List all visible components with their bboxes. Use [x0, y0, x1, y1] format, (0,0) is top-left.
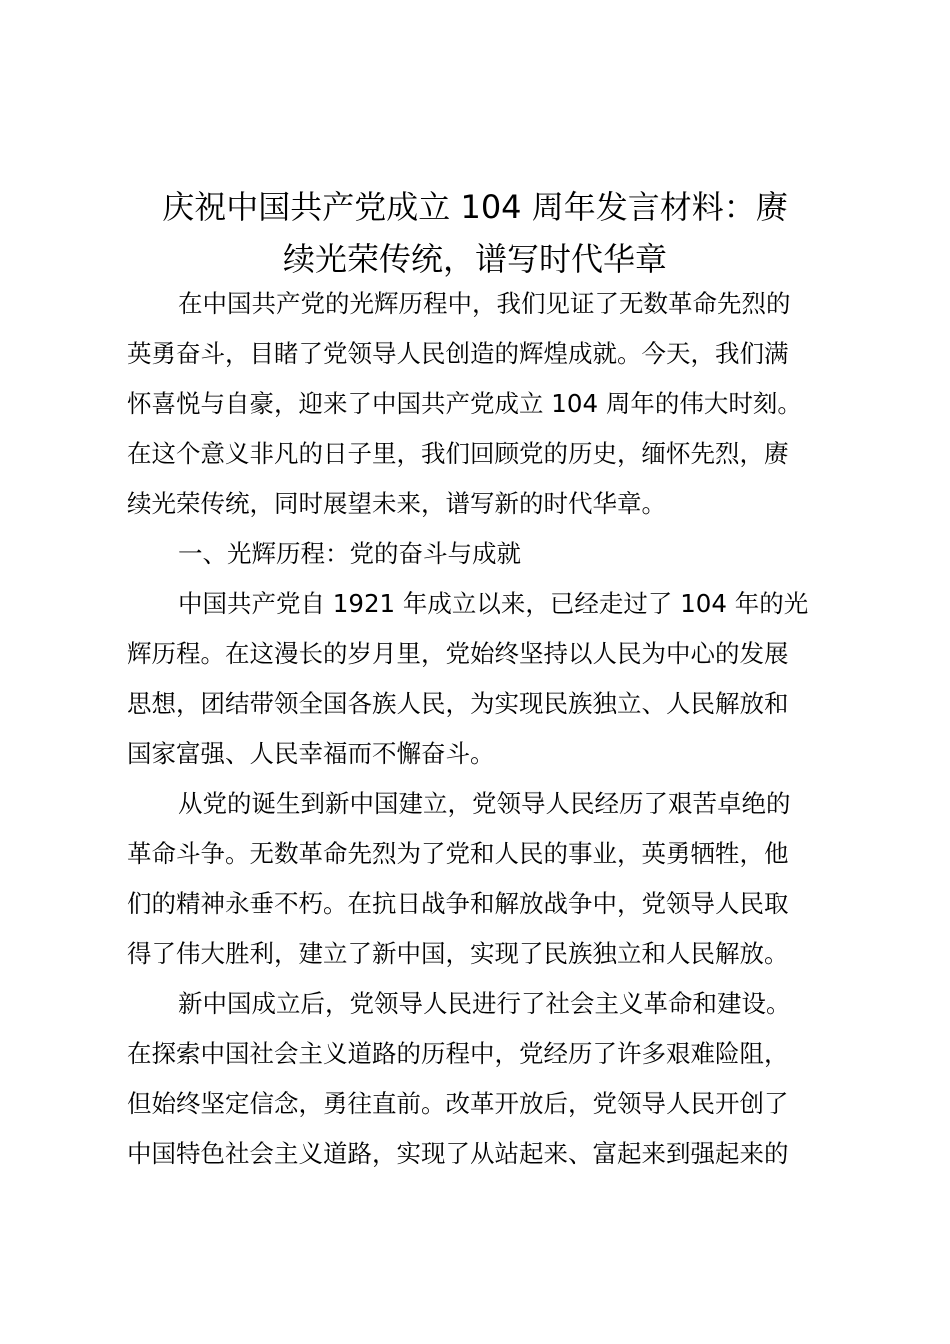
paragraph-1-line-3: 怀喜悦与自豪，迎来了中国共产党成立 104 周年的伟大时刻。 — [127, 389, 802, 418]
paragraph-2-line-2: 辉历程。在这漫长的岁月里，党始终坚持以人民为中心的发展 — [127, 639, 789, 668]
paragraph-2-line-4: 国家富强、人民幸福而不懈奋斗。 — [127, 739, 495, 768]
paragraph-3-line-1: 从党的诞生到新中国建立，党领导人民经历了艰苦卓绝的 — [178, 789, 791, 818]
section-heading-1: 一、光辉历程：党的奋斗与成就 — [178, 539, 521, 568]
paragraph-1-line-1: 在中国共产党的光辉历程中，我们见证了无数革命先烈的 — [178, 289, 791, 318]
paragraph-4-line-2: 在探索中国社会主义道路的历程中，党经历了许多艰难险阻， — [127, 1039, 789, 1068]
paragraph-2-line-1: 中国共产党自 1921 年成立以来，已经走过了 104 年的光 — [178, 589, 809, 618]
paragraph-4-line-4: 中国特色社会主义道路，实现了从站起来、富起来到强起来的 — [127, 1139, 789, 1168]
paragraph-3-line-4: 得了伟大胜利，建立了新中国，实现了民族独立和人民解放。 — [127, 939, 789, 968]
title-line-2: 续光荣传统，谱写时代华章 — [282, 240, 667, 278]
paragraph-4-line-3: 但始终坚定信念，勇往直前。改革开放后，党领导人民开创了 — [127, 1089, 789, 1118]
paragraph-3-line-3: 们的精神永垂不朽。在抗日战争和解放战争中，党领导人民取 — [127, 889, 789, 918]
paragraph-3-line-2: 革命斗争。无数革命先烈为了党和人民的事业，英勇牺牲，他 — [127, 839, 789, 868]
title-line-1: 庆祝中国共产党成立 104 周年发言材料：赓 — [162, 188, 788, 226]
paragraph-1-line-2: 英勇奋斗，目睹了党领导人民创造的辉煌成就。今天，我们满 — [127, 339, 789, 368]
paragraph-1-line-5: 续光荣传统，同时展望未来，谱写新的时代华章。 — [127, 489, 666, 518]
document-title — [118, 181, 832, 285]
paragraph-2-line-3: 思想，团结带领全国各族人民，为实现民族独立、人民解放和 — [127, 689, 789, 718]
paragraph-4-line-1: 新中国成立后，党领导人民进行了社会主义革命和建设。 — [178, 989, 791, 1018]
paragraph-1-line-4: 在这个意义非凡的日子里，我们回顾党的历史，缅怀先烈，赓 — [127, 439, 789, 468]
